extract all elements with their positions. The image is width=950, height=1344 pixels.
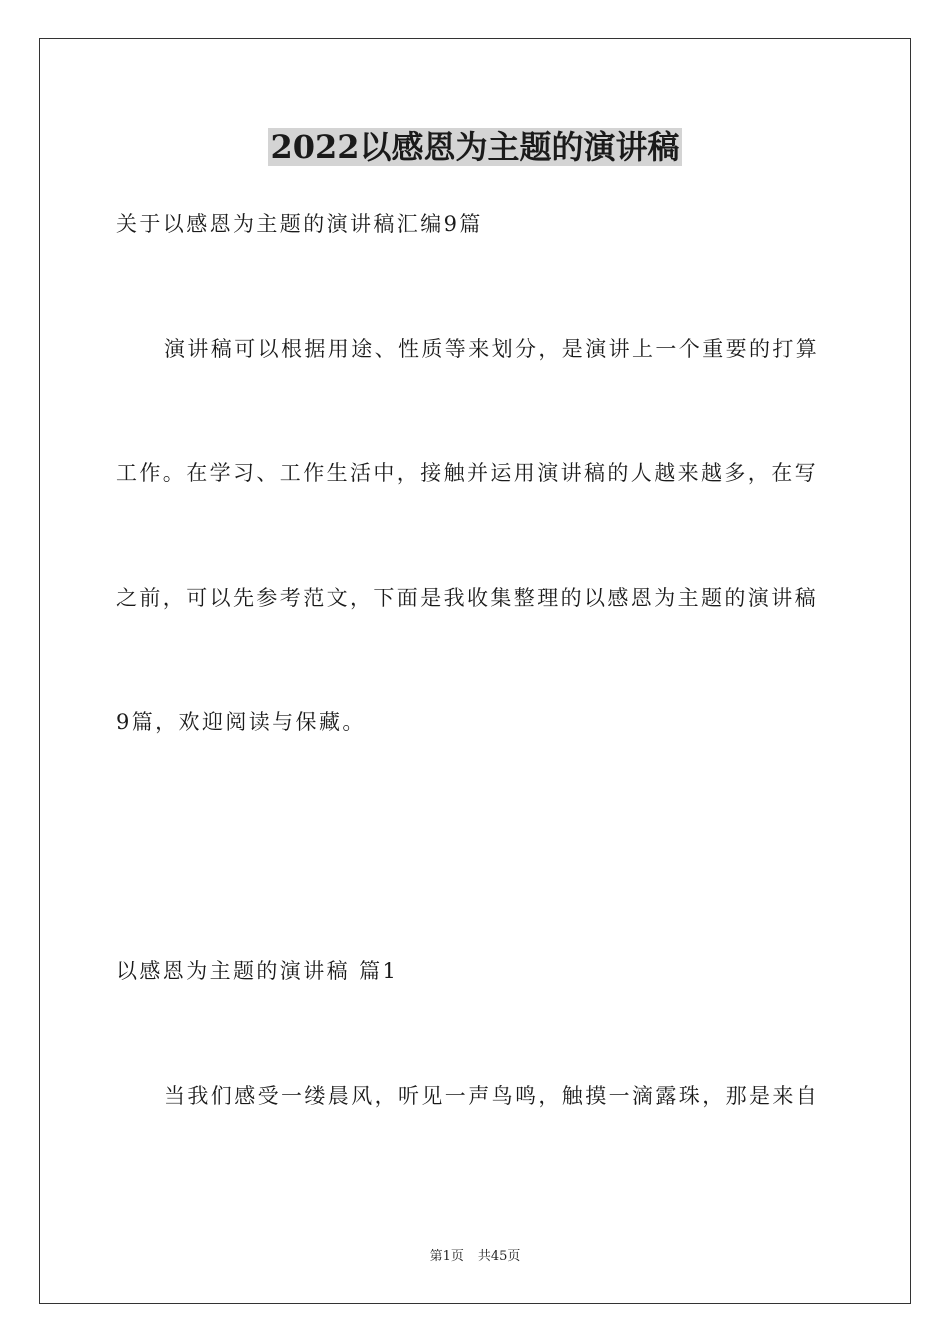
document-title xyxy=(0,125,950,169)
page-footer xyxy=(0,1248,950,1266)
document-subtitle: 关于以感恩为主题的演讲稿汇编9篇 xyxy=(116,212,483,236)
document-title-text: 2022以感恩为主题的演讲稿 xyxy=(270,128,680,166)
section-paragraph-line-1: 当我们感受一缕晨风，听见一声鸟鸣，触摸一滴露珠，那是来自 xyxy=(164,1084,820,1108)
page-number: 第1页 xyxy=(429,1249,464,1264)
intro-paragraph-line-3: 之前，可以先参考范文，下面是我收集整理的以感恩为主题的演讲稿 xyxy=(116,586,818,610)
intro-paragraph-line-1: 演讲稿可以根据用途、性质等来划分，是演讲上一个重要的打算 xyxy=(164,337,820,361)
intro-paragraph-line-2: 工作。在学习、工作生活中，接触并运用演讲稿的人越来越多，在写 xyxy=(116,461,818,485)
intro-paragraph-line-4: 9篇，欢迎阅读与保藏。 xyxy=(116,710,366,734)
page-total: 共45页 xyxy=(477,1249,521,1264)
section-heading: 以感恩为主题的演讲稿 篇1 xyxy=(116,959,399,983)
